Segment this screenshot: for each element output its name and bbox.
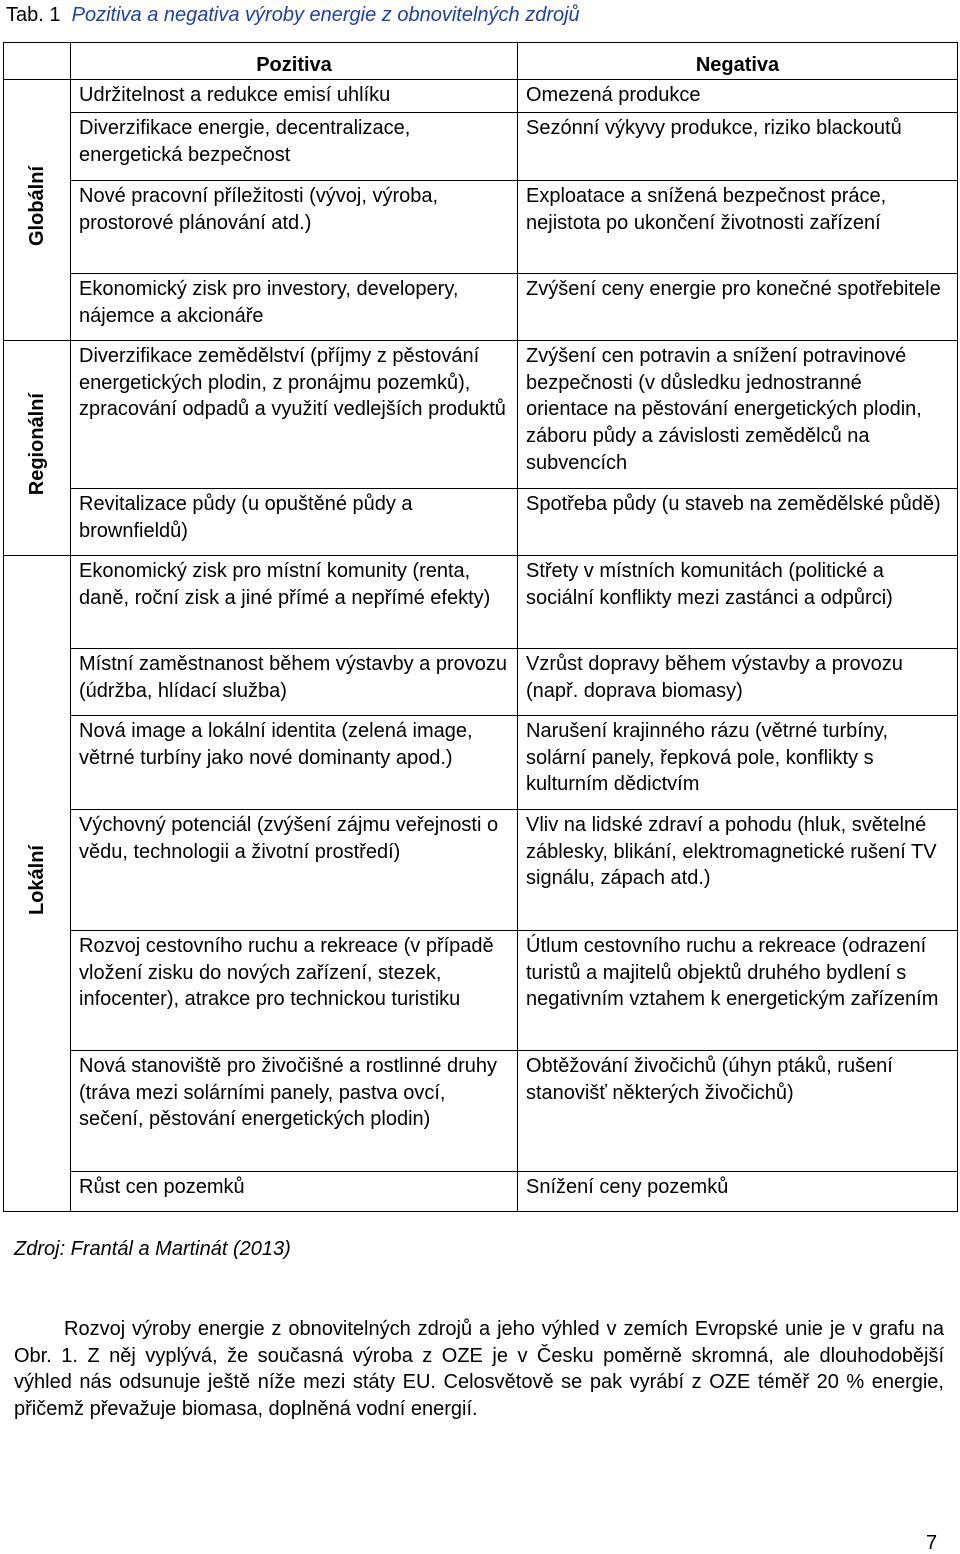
level-label-local: Lokální [26,844,48,915]
table-header-row [4,43,958,80]
level-cell-regional [4,341,71,556]
negative-cell: Střety v místních komunitách (politické a sociální konflikty mezi zastánci a odpůrci) [518,556,958,649]
table-row [4,1172,958,1212]
body-paragraph: Rozvoj výroby energie z obnovitelných zdrojů a jeho výhled v zemích Evropské unie je v grafu na Obr. 1. Z něj vyplývá, že současná výroba z OZE je v Česku poměrně skromná, ale dlouhodobější výhled nás odsunuje ještě níže mezi státy EU. Celosvětově se pak vyrábí z OZE téměř 20 % energie, přičemž převažuje biomasa, doplněná vodní energií. [14,1318,944,1420]
table-row [4,341,958,489]
negative-cell: Vzrůst dopravy během výstavby a provozu (např. doprava biomasy) [518,649,958,716]
table-row [4,113,958,181]
table-row [4,181,958,274]
header-negative: Negativa [518,43,958,80]
positive-cell: Ekonomický zisk pro investory, developery, nájemce a akcionáře [71,274,518,341]
positive-cell: Revitalizace půdy (u opuštěné půdy a brownfieldů) [71,489,518,556]
table-source: Zdroj: Frantál a Martinát (2013) [14,1238,291,1260]
negative-cell: Útlum cestovního ruchu a rekreace (odrazení turistů a majitelů objektů druhého bydlení s negativním vztahem k energetickým zařízením [518,931,958,1051]
positive-cell: Diverzifikace zemědělství (příjmy z pěstování energetických plodin, z pronájmu pozemků), zpracování odpadů a využití vedlejších produktů [71,341,518,489]
negative-cell: Zvýšení cen potravin a snížení potravinové bezpečnosti (v důsledku jednostranné orientace na pěstování energetických plodin, záboru půdy a závislosti zemědělců na subvencích [518,341,958,489]
positive-cell: Růst cen pozemků [71,1172,518,1212]
pros-cons-table [3,42,958,1212]
negative-cell: Vliv na lidské zdraví a pohodu (hluk, světelné záblesky, blikání, elektromagnetické rušení TV signálu, zápach atd.) [518,810,958,931]
table-title: Pozitiva a negativa výroby energie z obnovitelných zdrojů [71,4,580,26]
table-caption [6,3,580,27]
table-row [4,556,958,649]
positive-cell: Nové pracovní příležitosti (vývoj, výroba, prostorové plánování atd.) [71,181,518,274]
negative-cell: Snížení ceny pozemků [518,1172,958,1212]
positive-cell: Nová image a lokální identita (zelená image, větrné turbíny jako nové dominanty apod.) [71,716,518,810]
level-label-global: Globální [26,166,48,247]
level-cell-local [4,556,71,1212]
header-positive: Pozitiva [71,43,518,80]
positive-cell: Udržitelnost a redukce emisí uhlíku [71,80,518,113]
negative-cell: Zvýšení ceny energie pro konečné spotřebitele [518,274,958,341]
negative-cell: Spotřeba půdy (u staveb na zemědělské půdě) [518,489,958,556]
positive-cell: Rozvoj cestovního ruchu a rekreace (v případě vložení zisku do nových zařízení, stezek, infocenter), atrakce pro technickou turistiku [71,931,518,1051]
positive-cell: Ekonomický zisk pro místní komunity (renta, daně, roční zisk a jiné přímé a nepřímé efekty) [71,556,518,649]
positive-cell: Místní zaměstnanost během výstavby a provozu (údržba, hlídací služba) [71,649,518,716]
positive-cell: Diverzifikace energie, decentralizace, energetická bezpečnost [71,113,518,181]
positive-cell: Výchovný potenciál (zvýšení zájmu veřejnosti o vědu, technologii a životní prostředí) [71,810,518,931]
table-row [4,80,958,113]
table-label: Tab. 1 [6,4,61,26]
positive-cell: Nová stanoviště pro živočišné a rostlinné druhy (tráva mezi solárními panely, pastva ovcí, sečení, pěstování energetických plodin) [71,1051,518,1172]
table-row [4,1051,958,1172]
table-row [4,489,958,556]
table-row [4,716,958,810]
negative-cell: Omezená produkce [518,80,958,113]
page-number: 7 [926,1532,938,1554]
header-empty-cell [4,43,71,80]
negative-cell: Sezónní výkyvy produkce, riziko blackoutů [518,113,958,181]
negative-cell: Obtěžování živočichů (úhyn ptáků, rušení stanovišť některých živočichů) [518,1051,958,1172]
level-cell-global [4,80,71,341]
negative-cell: Exploatace a snížená bezpečnost práce, nejistota po ukončení životnosti zařízení [518,181,958,274]
negative-cell: Narušení krajinného rázu (větrné turbíny, solární panely, řepková pole, konflikty s kulturním dědictvím [518,716,958,810]
table-row [4,810,958,931]
table-row [4,649,958,716]
level-label-regional: Regionální [26,393,48,496]
table-row [4,931,958,1051]
table-row [4,274,958,341]
